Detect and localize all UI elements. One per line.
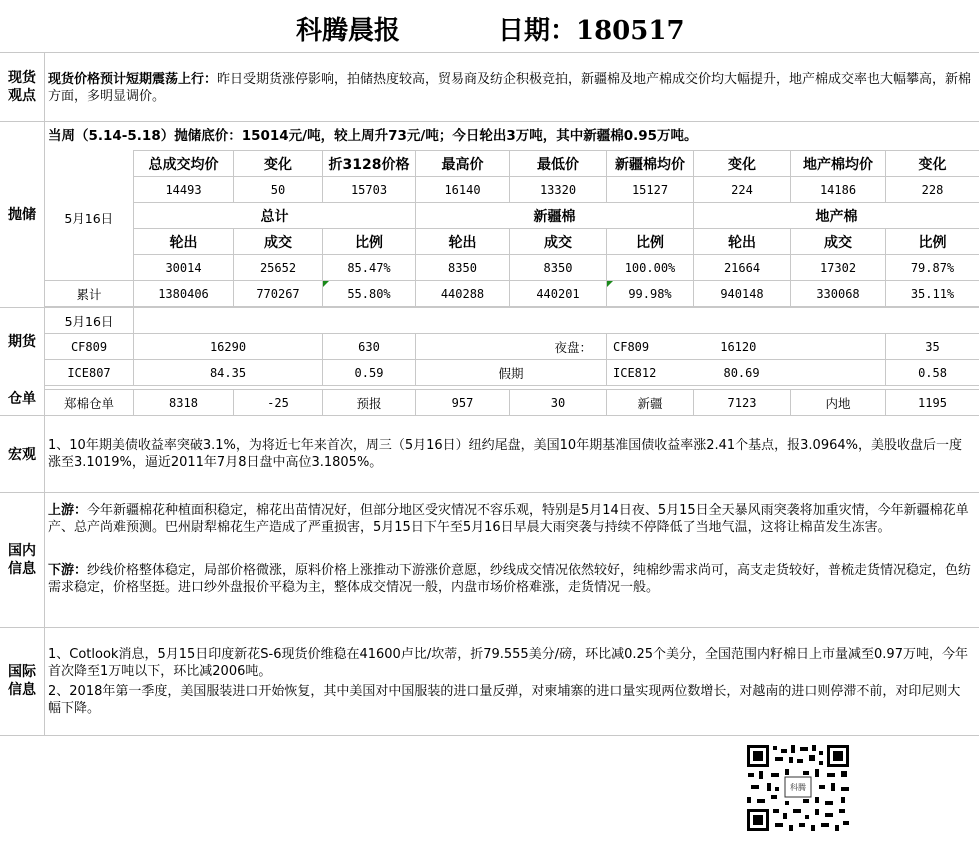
- table-cell: 440288: [416, 281, 510, 307]
- report-title: 科腾晨报: [296, 16, 401, 46]
- table-cell: 14493: [134, 177, 234, 203]
- divider: [0, 735, 979, 736]
- warehouse-row: [45, 390, 979, 416]
- contract-price: 16290: [134, 334, 323, 360]
- table-cell: 79.87%: [886, 255, 979, 281]
- col-header: 成交: [234, 229, 323, 255]
- col-header: 总成交均价: [134, 151, 234, 177]
- qr-code-image: [745, 743, 851, 833]
- section-label-intl: 国际信息: [8, 664, 36, 698]
- downstream-lead: 下游：: [48, 563, 88, 578]
- qr-caption: 科腾: [790, 783, 806, 792]
- domestic-downstream: [48, 562, 972, 596]
- spot-body: 昨日受期货涨停影响，拍储热度较高，贸易商及纺企积极竞拍，新疆棉及地产棉成交价均大幅提升，地产棉成交率也大幅攀高，新棉方面，多明显调价。: [48, 72, 972, 104]
- price-value-row: [45, 177, 979, 203]
- table-cell: 8350: [510, 255, 607, 281]
- table-cell: 440201: [510, 281, 607, 307]
- col-header: 地产棉均价: [791, 151, 886, 177]
- night-contract-name: CF809: [613, 339, 650, 354]
- table-cell: 35.11%: [886, 281, 979, 307]
- col-header: 轮出: [416, 229, 510, 255]
- col-header: 成交: [510, 229, 607, 255]
- forecast-label: 预报: [323, 390, 416, 416]
- table-cell: 14186: [791, 177, 886, 203]
- warehouse-label: 郑棉仓单: [45, 390, 134, 416]
- col-header: 折3128价格: [323, 151, 416, 177]
- futures-date-row: [45, 308, 979, 334]
- col-header: 变化: [234, 151, 323, 177]
- divider: [0, 627, 979, 628]
- report-header: [0, 0, 979, 53]
- night-session-label: 夜盘：: [416, 334, 607, 360]
- contract-change: 630: [323, 334, 416, 360]
- table-cell: 15127: [607, 177, 694, 203]
- warehouse-value: 8318: [134, 390, 234, 416]
- upstream-body: 今年新疆棉花种植面积稳定，棉花出苗情况好，但部分地区受灾情况不容乐观，特别是5月14日夜、5月15日全天暴风雨突袭将加重灾情，今年新疆棉花单产、总产尚难预测。巴州尉犁棉花生产造成了严重损害，5月15日下午至5月16日早晨大雨突袭与持续不停降低了当地气温，这将让棉苗发生冻害。: [48, 503, 969, 535]
- report-date: 日期：180517: [498, 16, 685, 46]
- downstream-body: 纱线价格整体稳定，局部价格微涨，原料价格上涨推动下游涨价意愿，纱线成交情况依然较好，纯棉纱需求尚可，高支走货较好，普梳走货情况稳定，色纺需求稳定，价格坚挺。进口纱外盘报价平稳为主，整体成交情况一般，内盘市场价格难涨，走货情况一般。: [48, 563, 972, 595]
- section-label-domestic: 国内信息: [8, 543, 36, 577]
- col-header: 变化: [694, 151, 791, 177]
- intl-item-2: 2、2018年第一季度，美国服装进口开始恢复，其中美国对中国服装的进口量反弹，对柬埔寨的进口量实现两位数增长，对越南的进口则停滞不前，对印尼则大幅下降。: [48, 684, 961, 716]
- ice2-contract-change: 0.58: [886, 360, 979, 386]
- xinjiang-label: 新疆: [607, 390, 694, 416]
- table-cell: 25652: [234, 255, 323, 281]
- warehouse-table: [44, 389, 979, 416]
- spot-lead: 现货价格预计短期震荡上行：: [48, 72, 218, 87]
- macro-text: 1、10年期美债收益率突破3.1%，为将近七年来首次，周三（5月16日）纽约尾盘，美国10年期基准国债收益率涨2.41个基点，报3.0964%，美股收盘后一度涨至3.1019%，逼近2011年7月8日盘中高位3.1805%。: [48, 438, 962, 470]
- reserve-table: [44, 150, 979, 307]
- group-header: 地产棉: [694, 203, 979, 229]
- group-header: 新疆棉: [416, 203, 694, 229]
- col-header: 比例: [607, 229, 694, 255]
- table-cell: 228: [886, 177, 979, 203]
- table-cell: 21664: [694, 255, 791, 281]
- contract-name: [607, 360, 791, 386]
- section-label-macro: 宏观: [8, 447, 36, 463]
- group-header-row: [45, 203, 979, 229]
- xinjiang-value: 7123: [694, 390, 791, 416]
- table-cell: 224: [694, 177, 791, 203]
- divider: [0, 121, 979, 122]
- table-cell: 770267: [234, 281, 323, 307]
- table-cell: 30014: [134, 255, 234, 281]
- contract-price: 84.35: [134, 360, 323, 386]
- contract-name: CF809: [45, 334, 134, 360]
- sub-header-row: [45, 229, 979, 255]
- futures-table: [44, 307, 979, 386]
- day-value-row: [45, 255, 979, 281]
- col-header: 新疆棉均价: [607, 151, 694, 177]
- futures-ice-row: [45, 360, 979, 386]
- col-header: 成交: [791, 229, 886, 255]
- table-cell: 15703: [323, 177, 416, 203]
- table-cell: 100.00%: [607, 255, 694, 281]
- holiday-label: 假期: [416, 360, 607, 386]
- table-cell: 13320: [510, 177, 607, 203]
- intl-item-1: 1、Cotlook消息，5月15日印度新花S-6现货价维稳在41600卢比/坎蒂，折79.555美分/磅，环比减0.25个美分，全国范围内籽棉日上市量减至0.97万吨，今年首次降至1万吨以下，环比减2006吨。: [48, 647, 968, 679]
- col-header: 最低价: [510, 151, 607, 177]
- table-cell: 85.47%: [323, 255, 416, 281]
- domestic-upstream: [48, 502, 972, 536]
- inland-value: 1195: [886, 390, 979, 416]
- col-header: 比例: [886, 229, 979, 255]
- table-cell: 8350: [416, 255, 510, 281]
- group-header: 总计: [134, 203, 416, 229]
- section-label-warehouse: 仓单: [8, 391, 36, 407]
- section-label-reserve: 抛储: [8, 207, 36, 223]
- spot-view-text: [48, 71, 972, 105]
- table-cell: 55.80%: [323, 281, 416, 307]
- table-cell: 940148: [694, 281, 791, 307]
- ice2-contract-name: ICE812: [613, 365, 657, 380]
- col-header: 轮出: [694, 229, 791, 255]
- futures-cf-row: [45, 334, 979, 360]
- col-header: 最高价: [416, 151, 510, 177]
- contract-name: ICE807: [45, 360, 134, 386]
- upstream-lead: 上游：: [48, 503, 88, 518]
- night-contract-change: 35: [886, 334, 979, 360]
- table-cell: 17302: [791, 255, 886, 281]
- col-header: 轮出: [134, 229, 234, 255]
- night-contract-price: 16120: [720, 339, 757, 354]
- section-label-futures: 期货: [8, 334, 36, 350]
- forecast-value: 957: [416, 390, 510, 416]
- price-header-row: [45, 151, 979, 177]
- cumulative-row: [45, 281, 979, 307]
- col-header: 比例: [323, 229, 416, 255]
- table-cell: 330068: [791, 281, 886, 307]
- table-cell: 99.98%: [607, 281, 694, 307]
- cumulative-label: 累计: [45, 281, 134, 307]
- inland-label: 内地: [791, 390, 886, 416]
- ice2-contract-price: 80.69: [723, 365, 760, 380]
- table-cell: 1380406: [134, 281, 234, 307]
- reserve-date: 5月16日: [64, 210, 114, 226]
- table-cell: 16140: [416, 177, 510, 203]
- forecast-change: 30: [510, 390, 607, 416]
- col-header: 变化: [886, 151, 979, 177]
- reserve-summary: 当周（5.14-5.18）抛储底价：15014元/吨，较上周升73元/吨；今日轮出3万吨，其中新疆棉0.95万吨。: [48, 128, 698, 144]
- section-label-spot: 现货观点: [8, 70, 36, 104]
- warehouse-change: -25: [234, 390, 323, 416]
- table-cell: 50: [234, 177, 323, 203]
- futures-date: 5月16日: [45, 308, 134, 334]
- contract-change: 0.59: [323, 360, 416, 386]
- divider: [0, 492, 979, 493]
- contract-name: [607, 334, 791, 360]
